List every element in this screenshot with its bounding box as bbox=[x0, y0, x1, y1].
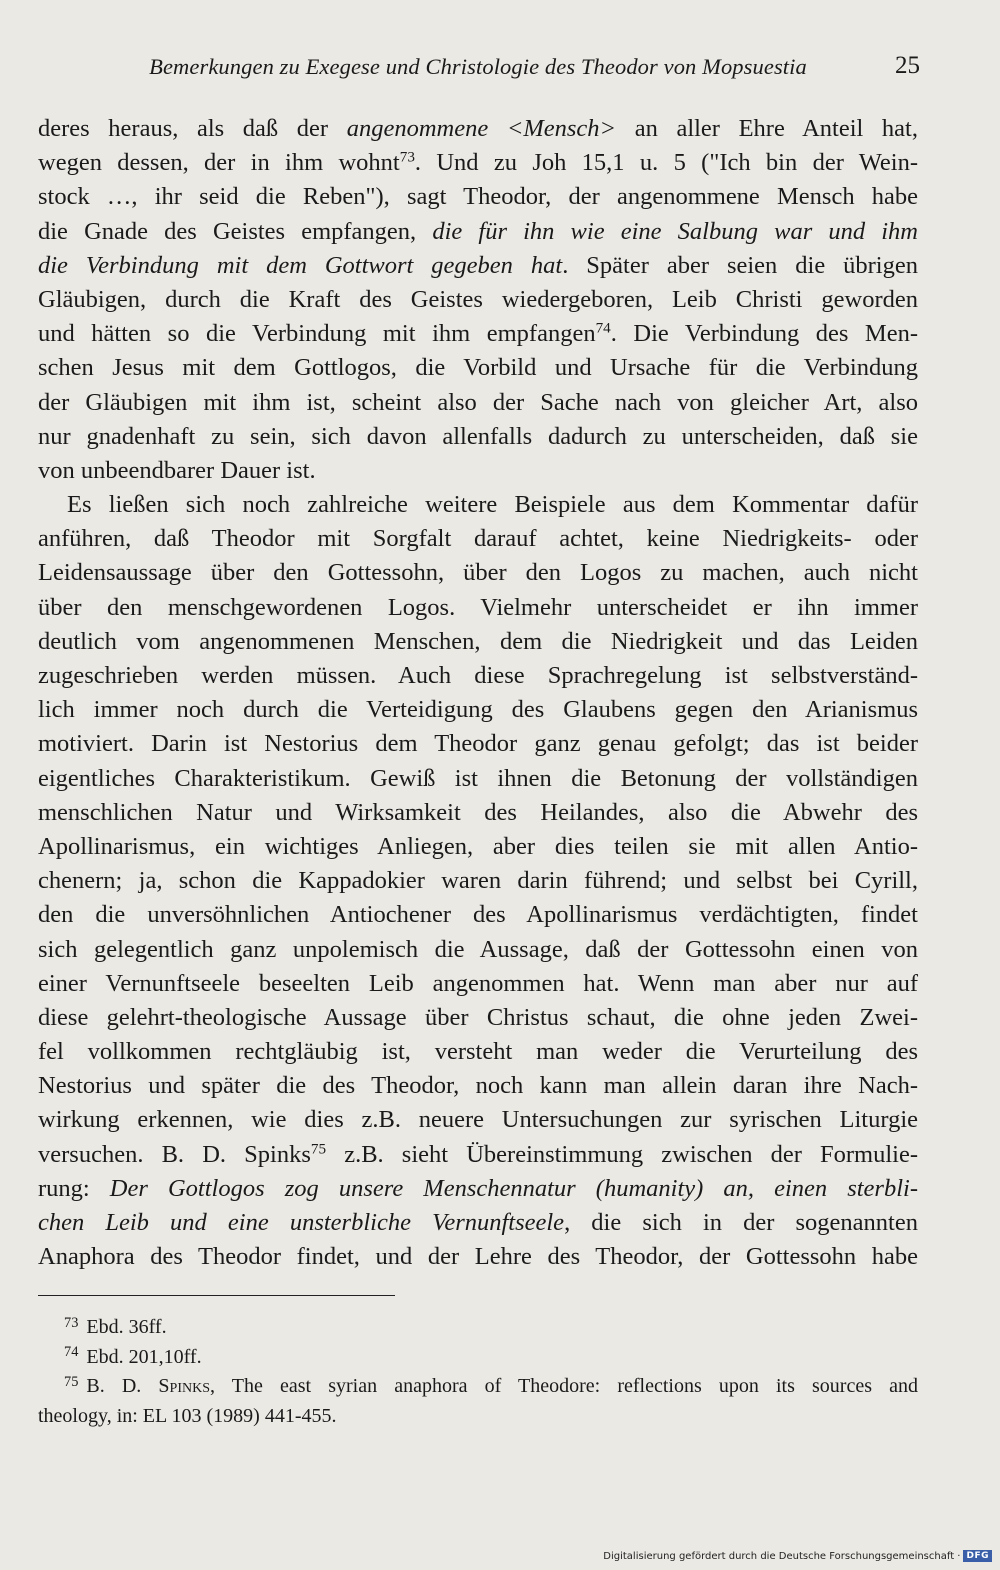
text-line: wegen dessen, der in ihm wohnt$^{73}$. Und zu Joh 15,1 u. 5 ("Ich bin der Wein- bbox=[38, 148, 918, 177]
text-line: Anaphora des Theodor findet, und der Lehre des Theodor, der Gottessohn habe bbox=[38, 1243, 918, 1271]
text-line: diese gelehrt-theologische Aussage über Christus schaut, die ohne jeden Zwei- bbox=[38, 1003, 918, 1031]
text-line: Apollinarismus, ein wichtiges Anliegen, aber dies teilen sie mit allen Antio- bbox=[38, 832, 918, 860]
page-number: 25 bbox=[895, 52, 920, 79]
text-line: die Verbindung mit dem Gottwort gegeben hat. Später aber seien die übrigen bbox=[38, 251, 918, 279]
footnote-separator bbox=[38, 1295, 395, 1296]
text-line: fel vollkommen rechtgläubig ist, versteht man weder die Verurteilung des bbox=[38, 1038, 918, 1066]
text-line: versuchen. B. D. Spinks$^{75}$ z.B. sieht Übereinstimmung zwischen der Formulie- bbox=[38, 1140, 918, 1168]
text-line: nur gnadenhaft zu sein, sich davon allenfalls dadurch zu unterscheiden, daß sie bbox=[38, 422, 918, 450]
footnote-text: Ebd. 36ff. bbox=[86, 1316, 167, 1338]
text-line: lich immer noch durch die Verteidigung des Glaubens gegen den Arianismus bbox=[38, 696, 918, 724]
text-line: den die unversöhnlichen Antiochener des Apollinarismus verdächtigten, findet bbox=[38, 901, 918, 929]
text-line: chenern; ja, schon die Kappadokier waren darin führend; und selbst bei Cyrill, bbox=[38, 867, 918, 895]
footnote-number: 74 bbox=[64, 1344, 79, 1361]
footnote-author: B. D. Spinks bbox=[86, 1375, 210, 1397]
footnote-text: , The east syrian anaphora of Theodore: reflections upon its sources and bbox=[210, 1375, 918, 1397]
text-line: rung: Der Gottlogos zog unsere Menschennatur (humanity) an, einen sterbli- bbox=[38, 1174, 918, 1202]
text-line: einer Vernunftseele beseelten Leib angenommen hat. Wenn man aber nur auf bbox=[38, 969, 918, 997]
dfg-logo[interactable]: DFG bbox=[963, 1550, 992, 1562]
footnote-ref[interactable]: 75 bbox=[310, 1140, 327, 1158]
footnote-number: 75 bbox=[64, 1373, 79, 1390]
text-line: über den menschgewordenen Logos. Vielmehr unterscheidet er ihn immer bbox=[38, 593, 918, 621]
footnote-ref[interactable]: 73 bbox=[399, 148, 415, 166]
text-line: eigentliches Charakteristikum. Gewiß ist ihnen die Betonung der vollständigen bbox=[38, 764, 918, 792]
footnotes bbox=[38, 1313, 918, 1431]
footnote-75 bbox=[38, 1372, 918, 1402]
text-line: wirkung erkennen, wie dies z.B. neuere Untersuchungen zur syrischen Liturgie bbox=[38, 1106, 918, 1134]
text-line: der Gläubigen mit ihm ist, scheint also der Sache nach von gleicher Art, also bbox=[38, 388, 918, 416]
text-line: Nestorius und später die des Theodor, noch kann man allein daran ihre Nach- bbox=[38, 1072, 918, 1100]
text-line: und hätten so die Verbindung mit ihm empfangen$^{74}$. Die Verbindung des Men- bbox=[38, 319, 919, 348]
text-line: chen Leib und eine unsterbliche Vernunftseele, die sich in der sogenannten bbox=[38, 1209, 918, 1236]
text-line: deutlich vom angenommenen Menschen, dem die Niedrigkeit und das Leiden bbox=[38, 627, 918, 655]
footnote-73 bbox=[38, 1313, 918, 1343]
footnote-75-continued: theology, in: EL 103 (1989) 441-455. bbox=[38, 1404, 337, 1427]
footnote-number: 73 bbox=[64, 1314, 79, 1331]
text-line: Gläubigen, durch die Kraft des Geistes wiedergeboren, Leib Christi geworden bbox=[38, 285, 918, 313]
text-line: anführen, daß Theodor mit Sorgfalt darauf achtet, keine Niedrigkeits- oder bbox=[38, 525, 918, 553]
running-title: Bemerkungen zu Exegese und Christologie des Theodor von Mopsuestia bbox=[149, 54, 807, 79]
text-line: stock …, ihr seid die Reben"), sagt Theodor, der angenommene Mensch habe bbox=[38, 183, 918, 211]
text-line: schen Jesus mit dem Gottlogos, die Vorbild und Ursache für die Verbindung bbox=[38, 354, 918, 382]
text-line: menschlichen Natur und Wirksamkeit des Heilandes, also die Abwehr des bbox=[38, 798, 918, 826]
footnote-ref[interactable]: 74 bbox=[595, 319, 611, 337]
body-text bbox=[38, 112, 918, 1274]
text-line: motiviert. Darin ist Nestorius dem Theodor ganz genau gefolgt; das ist beider bbox=[38, 730, 918, 758]
funding-footer bbox=[603, 1550, 992, 1562]
text-line: deres heraus, als daß der angenommene <Mensch> an aller Ehre Anteil hat, bbox=[38, 115, 918, 142]
text-line: sich gelegentlich ganz unpolemisch die Aussage, daß der Gottessohn einen von bbox=[38, 935, 918, 963]
footnote-74 bbox=[38, 1343, 918, 1373]
text-line: zugeschrieben werden müssen. Auch diese Sprachregelung ist selbstverständ- bbox=[38, 662, 918, 689]
text-line: die Gnade des Geistes empfangen, die für ihn wie eine Salbung war und ihm bbox=[38, 217, 918, 245]
text-line: von unbeendbarer Dauer ist. bbox=[38, 456, 316, 484]
text-line: Es ließen sich noch zahlreiche weitere Beispiele aus dem Kommentar dafür bbox=[67, 491, 918, 519]
funding-note: Digitalisierung gefördert durch die Deutsche Forschungsgemeinschaft · bbox=[603, 1550, 961, 1562]
text-line: Leidensaussage über den Gottessohn, über den Logos zu machen, auch nicht bbox=[38, 559, 918, 587]
footnote-text: Ebd. 201,10ff. bbox=[86, 1345, 202, 1368]
